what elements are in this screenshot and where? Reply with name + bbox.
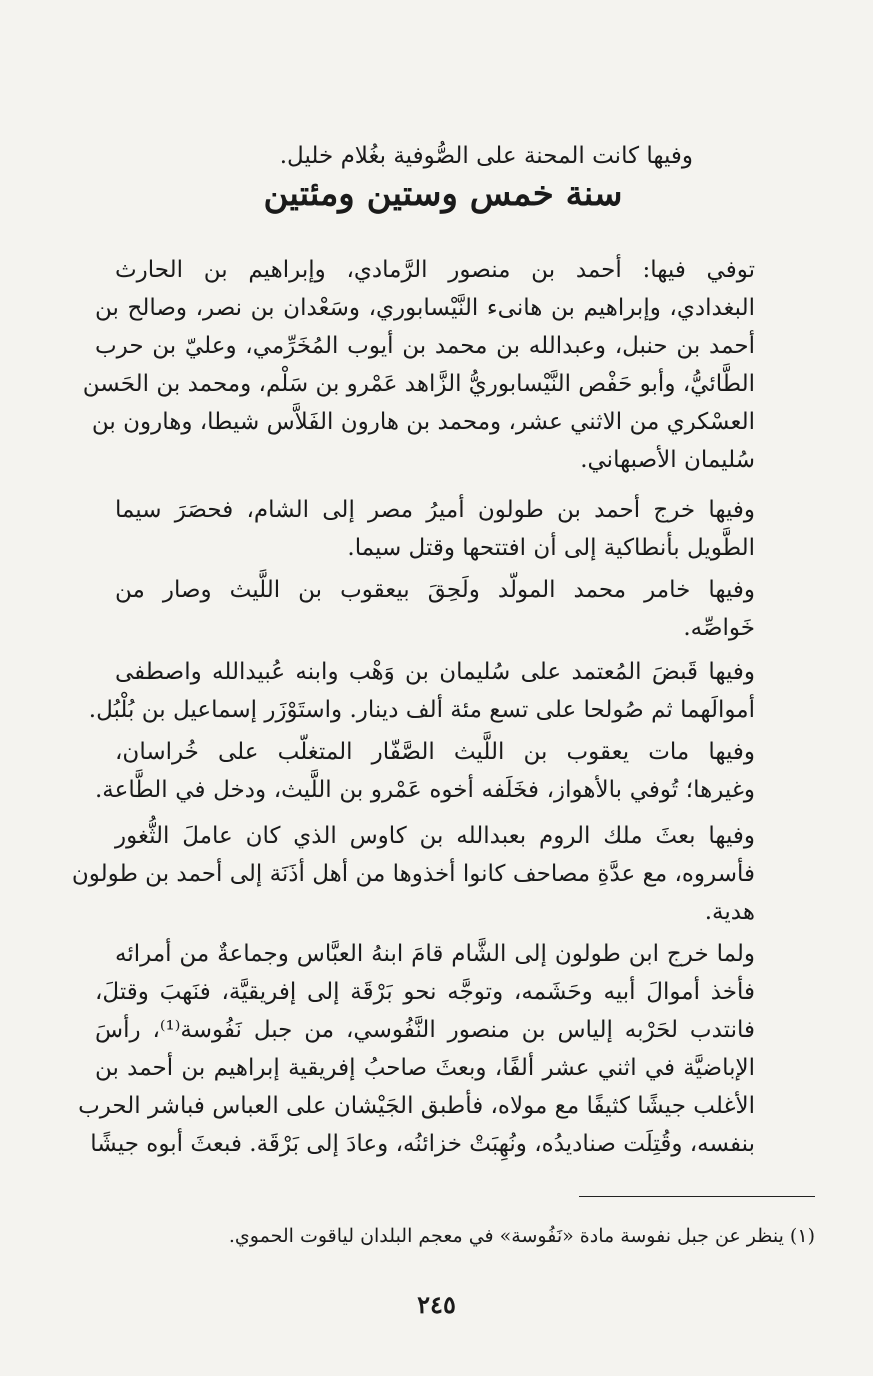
text-line: البغدادي، وإبراهيم بن هانىء النَّيْسابوري، وسَعْدان بن نصر، وصالح بن bbox=[95, 295, 755, 321]
page-number: ٢٤٥ bbox=[417, 1290, 456, 1319]
text-line: فأخذ أموالَ أبيه وحَشَمه، وتوجَّه نحو بَرْقَة إلى إفريقيَّة، فنَهبَ وقتلَ، bbox=[95, 979, 755, 1005]
text-line: الطَّويل بأنطاكية إلى أن افتتحها وقتل سيما. bbox=[347, 535, 755, 561]
footnote-divider bbox=[579, 1196, 815, 1197]
text-line: وغيرها؛ تُوفي بالأهواز، فخَلَفه أخوه عَمْرو بن اللَّيث، ودخل في الطَّاعة. bbox=[95, 777, 755, 803]
text-line: وفيها خامر محمد المولّد ولَحِقَ بيعقوب بن اللَّيث وصار من bbox=[115, 577, 755, 603]
text-line: توفي فيها: أحمد بن منصور الرَّمادي، وإبراهيم بن الحارث bbox=[115, 257, 755, 283]
text-line: وفيها خرج أحمد بن طولون أميرُ مصر إلى الشام، فحصَرَ سيما bbox=[115, 497, 755, 523]
text-line: الإباضيَّة في اثني عشر ألفًا، وبعثَ صاحبُ إفريقية إبراهيم بن أحمد بن bbox=[95, 1055, 755, 1081]
text-line: الأغلب جيشًا كثيفًا مع مولاه، فأطبق الجَيْشان على العباس فباشر الحرب bbox=[78, 1093, 755, 1119]
text-line: خَواصِّه. bbox=[683, 615, 755, 641]
text-line: سُليمان الأصبهاني. bbox=[580, 447, 755, 473]
text-line: العسْكري من الاثني عشر، ومحمد بن هارون الفَلاَّس شيطا، وهارون بن bbox=[91, 409, 755, 435]
text-line: هدية. bbox=[704, 899, 755, 925]
text-line: وفيها بعثَ ملك الروم بعبدالله بن كاوس الذي كان عاملَ الثُّغور bbox=[115, 823, 755, 849]
section-heading: سنة خمس وستين ومئتين bbox=[263, 174, 623, 214]
text-line: ولما خرج ابن طولون إلى الشَّام قامَ ابنهُ العبَّاس وجماعةٌ من أمرائه bbox=[115, 941, 755, 967]
text-line: أموالَهما ثم صُولحا على تسع مئة ألف دينار. واستَوْزَر إسماعيل بن بُلْبُل. bbox=[88, 697, 755, 723]
text-line: بنفسه، وقُتِلَت صناديدُه، ونُهِبَتْ خزائنُه، وعادَ إلى بَرْقَة. فبعثَ أبوه جيشًا bbox=[90, 1131, 755, 1157]
text-line: الطَّائيُّ، وأبو حَفْص النَّيْسابوريُّ الزَّاهد عَمْرو بن سَلْم، ومحمد بن الحَسن bbox=[82, 371, 755, 397]
text-line: وفيها مات يعقوب بن اللَّيث الصَّفّار المتغلّب على خُراسان، bbox=[115, 739, 755, 765]
text-line: فأسروه، مع عدَّةِ مصاحف كانوا أخذوها من أهل أذَنَة إلى أحمد بن طولون bbox=[71, 861, 755, 887]
text-line: وفيها قَبضَ المُعتمد على سُليمان بن وَهْب وابنه عُبيدالله واصطفى bbox=[115, 659, 755, 685]
intro-line: وفيها كانت المحنة على الصُّوفية بغُلام خليل. bbox=[279, 143, 693, 169]
text-line: أحمد بن حنبل، وعبدالله بن محمد بن أيوب المُخَرِّمي، وعليّ بن حرب bbox=[95, 333, 755, 359]
text-line: فانتدب لحَرْبه إلياس بن منصور النَّفُوسي، من جبل نَفُوسة⁽¹⁾، رأسَ bbox=[95, 1017, 755, 1043]
footnote: (١) ينظر عن جبل نفوسة مادة «نَفُوسة» في معجم البلدان لياقوت الحموي. bbox=[228, 1225, 815, 1247]
